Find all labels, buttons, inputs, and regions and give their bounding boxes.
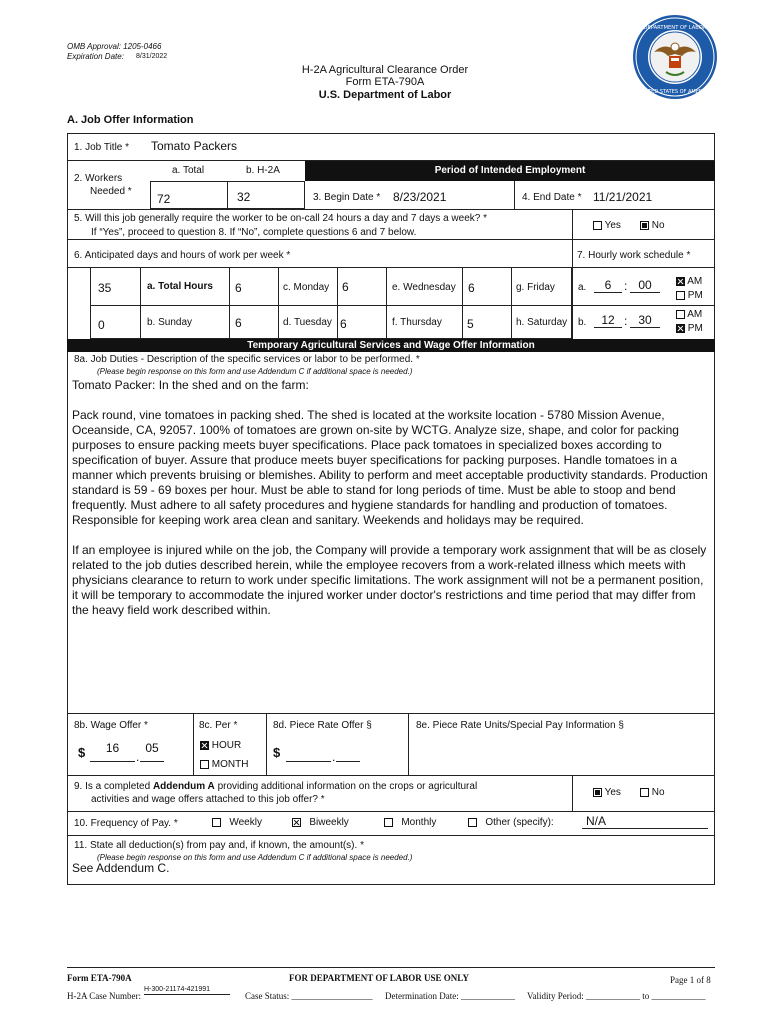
total-workers-field[interactable]: 72 [157, 192, 171, 206]
q8e-label: 8e. Piece Rate Units/Special Pay Information § [416, 720, 624, 731]
wage-dollars-field[interactable]: 16 [90, 741, 135, 762]
sched-b-am-checkbox[interactable] [676, 310, 685, 319]
job-duties-field[interactable] [72, 378, 712, 633]
total-hours-label: a. Total Hours [147, 281, 213, 292]
weekly-checkbox[interactable] [212, 818, 221, 827]
form-number: Form ETA-790A [345, 76, 425, 88]
case-status: Case Status: __________________ [245, 991, 373, 1001]
weekly-option[interactable]: Weekly [212, 817, 262, 828]
sched-a-label: a. [578, 282, 587, 293]
duties-paragraph-3: If an employee is injured while on the job, the Company will provide a temporary work assignment that will be as closely related to the job duties described herein, while the employee recovers from a work-related illness which meets with physicians clearance to return to work under specific limitations. The work assignment will not be a permanent position, it will be temporary to accommodate the injured worker under doctor's restrictions and time period that may differ from the heavy field work described within. [72, 543, 707, 617]
seal-bottom-text: UNITED STATES OF AMERICA [639, 89, 711, 95]
duties-paragraph-2: Pack round, vine tomatoes in packing shed. The shed is located at the worksite location - 5780 Mission Avenue, Oceanside, CA, 92057. 100% of tomatoes are grown on-site by WCTG. Analyze size, shape, and color for packing purposes to ensure packing meets buyer specifications. Place pack tomatoes in specialized boxes according to specification of buyer. Assure that produce meets buyer specifications for packing purposes. Handle tomatoes in a manner which prevents bruising or blemishes. Ability to perform and meet acceptable productivity standards. Production standard is 59 - 69 boxes per hour. Must be able to stand for long periods of time. Must be able to stoop and bend frequently. Must adhere to all safety procedures and hygiene standards for handling and production of tomatoes. Responsible for keeping work area clean and sanitary. Weekends and holidays may be required. [72, 408, 708, 527]
h2a-workers-label: b. H-2A [246, 165, 280, 176]
monthly-option[interactable]: Monthly [384, 817, 436, 828]
q11-label: 11. State all deduction(s) from pay and, if known, the amount(s). * [74, 840, 364, 851]
piece-dollars-field[interactable] [286, 741, 331, 762]
sched-a-am-checkbox[interactable] [676, 277, 685, 286]
monday-label: c. Monday [283, 282, 330, 293]
tuesday-field[interactable]: 6 [235, 316, 242, 330]
q1-label: 1. Job Title * [74, 142, 130, 153]
sched-b-pm-option[interactable]: PM [676, 323, 703, 334]
thursday-field[interactable]: 6 [340, 317, 347, 331]
piece-dollar-sign: $ [273, 745, 281, 760]
sunday-label: b. Sunday [147, 317, 193, 328]
sched-a-pm-checkbox[interactable] [676, 291, 685, 300]
monthly-checkbox[interactable] [384, 818, 393, 827]
wage-dot: . [136, 750, 140, 764]
per-month-checkbox[interactable] [200, 760, 209, 769]
wednesday-label: e. Wednesday [392, 282, 456, 293]
q8a-label: 8a. Job Duties - Description of the specific services or labor to be performed. * [74, 354, 420, 365]
validity-period: Validity Period: ____________ to ____________ [527, 991, 706, 1001]
q9-yes-option[interactable]: Yes [593, 787, 621, 798]
sched-b-hour-field[interactable]: 12 [594, 313, 622, 328]
end-date-label: 4. End Date * [522, 192, 582, 203]
seal-top-text: DEPARTMENT OF LABOR [643, 25, 707, 31]
q5-yes-checkbox[interactable] [593, 221, 602, 230]
q2-label-a: 2. Workers [74, 173, 123, 184]
footer-use-only: FOR DEPARTMENT OF LABOR USE ONLY [289, 973, 469, 983]
wednesday-field[interactable]: 6 [342, 280, 349, 294]
tuesday-label: d. Tuesday [283, 317, 332, 328]
case-number-label: H-2A Case Number: [67, 991, 141, 1001]
friday-field[interactable]: 6 [468, 281, 475, 295]
monday-field[interactable]: 6 [235, 281, 242, 295]
q5-no-checkbox[interactable] [640, 221, 649, 230]
biweekly-option[interactable]: Biweekly [292, 817, 349, 828]
department-name: U.S. Department of Labor [318, 89, 452, 101]
sched-b-am-option[interactable]: AM [676, 309, 702, 320]
other-specify-field[interactable]: N/A [582, 814, 708, 829]
biweekly-checkbox[interactable] [292, 818, 301, 827]
q5-text-a: 5. Will this job generally require the worker to be on-call 24 hours a day and 7 days a week? * [74, 213, 488, 224]
thursday-label: f. Thursday [392, 317, 442, 328]
sched-b-label: b. [578, 317, 587, 328]
sched-a-hour-field[interactable]: 6 [594, 278, 622, 293]
dol-seal-icon [632, 14, 718, 100]
wage-cents-field[interactable]: 05 [140, 741, 164, 762]
determination-date: Determination Date: ____________ [385, 991, 515, 1001]
wage-dollar-sign: $ [78, 745, 86, 760]
omb-approval: OMB Approval: 1205-0466 [67, 42, 162, 51]
case-number-field[interactable]: H-300-21174-421991 [144, 986, 230, 995]
piece-cents-field[interactable] [336, 741, 360, 762]
end-date-field[interactable]: 11/21/2021 [593, 190, 653, 204]
footer-form: Form ETA-790A [67, 973, 132, 983]
expiration-label: Expiration Date: [67, 52, 124, 61]
piece-dot: . [332, 750, 336, 764]
q8d-label: 8d. Piece Rate Offer § [273, 720, 372, 731]
deductions-field[interactable]: See Addendum C. [72, 861, 170, 875]
q9-text-b: activities and wage offers attached to this job offer? * [91, 794, 325, 805]
sched-b-colon: : [624, 314, 628, 328]
sched-a-min-field[interactable]: 00 [630, 278, 660, 293]
q9-no-option[interactable]: No [640, 787, 665, 798]
per-hour-option[interactable]: HOUR [200, 740, 241, 751]
footer-page: Page 1 of 8 [670, 975, 711, 985]
sched-a-am-option[interactable]: AM [676, 276, 702, 287]
hours-grid [90, 267, 572, 339]
per-month-option[interactable]: MONTH [200, 759, 248, 770]
sched-a-pm-option[interactable]: PM [676, 290, 703, 301]
wage-section-bar: Temporary Agricultural Services and Wage Offer Information [67, 339, 715, 352]
q2-label-b: Needed * [90, 186, 132, 197]
q7-label: 7. Hourly work schedule * [577, 250, 691, 261]
sched-b-pm-checkbox[interactable] [676, 324, 685, 333]
sunday-field[interactable]: 0 [98, 318, 105, 332]
q9-text-a: 9. Is a completed Addendum A providing additional information on the crops or agricultural [74, 781, 478, 792]
q8c-label: 8c. Per * [199, 720, 238, 731]
other-option[interactable]: Other (specify): [468, 817, 554, 828]
begin-date-field[interactable]: 8/23/2021 [393, 190, 447, 204]
period-header: Period of Intended Employment [305, 161, 715, 181]
q5-text-b: If “Yes”, proceed to question 8. If “No”, complete questions 6 and 7 below. [91, 227, 417, 238]
expiration-value: 8/31/2022 [136, 53, 168, 60]
q9-yes-checkbox[interactable] [593, 788, 602, 797]
q6-label: 6. Anticipated days and hours of work per week * [74, 250, 291, 261]
friday-label: g. Friday [516, 282, 555, 293]
section-a-title: A. Job Offer Information [67, 114, 194, 126]
h2a-workers-field[interactable]: 32 [237, 190, 251, 204]
form-title: H-2A Agricultural Clearance Order [301, 64, 469, 76]
other-checkbox[interactable] [468, 818, 477, 827]
total-workers-label: a. Total [172, 165, 205, 176]
per-hour-checkbox[interactable] [200, 741, 209, 750]
q9-no-checkbox[interactable] [640, 788, 649, 797]
q10-label: 10. Frequency of Pay. * [74, 818, 178, 829]
q8b-label: 8b. Wage Offer * [74, 720, 148, 731]
sched-a-colon: : [624, 279, 628, 293]
saturday-label: h. Saturday [516, 317, 568, 328]
duties-paragraph-1: Tomato Packer: In the shed and on the farm: [72, 378, 309, 392]
q8a-note: (Please begin response on this form and use Addendum C if additional space is needed.) [97, 367, 413, 376]
saturday-field[interactable]: 5 [467, 317, 474, 331]
q5-no-option[interactable]: No [640, 220, 665, 231]
total-hours-field[interactable]: 35 [98, 281, 112, 295]
q11-note: (Please begin response on this form and use Addendum C if additional space is needed.) [97, 853, 413, 862]
sched-b-min-field[interactable]: 30 [630, 313, 660, 328]
q5-yes-option[interactable]: Yes [593, 220, 621, 231]
begin-date-label: 3. Begin Date * [313, 192, 381, 203]
job-title-field[interactable]: Tomato Packers [151, 139, 238, 153]
